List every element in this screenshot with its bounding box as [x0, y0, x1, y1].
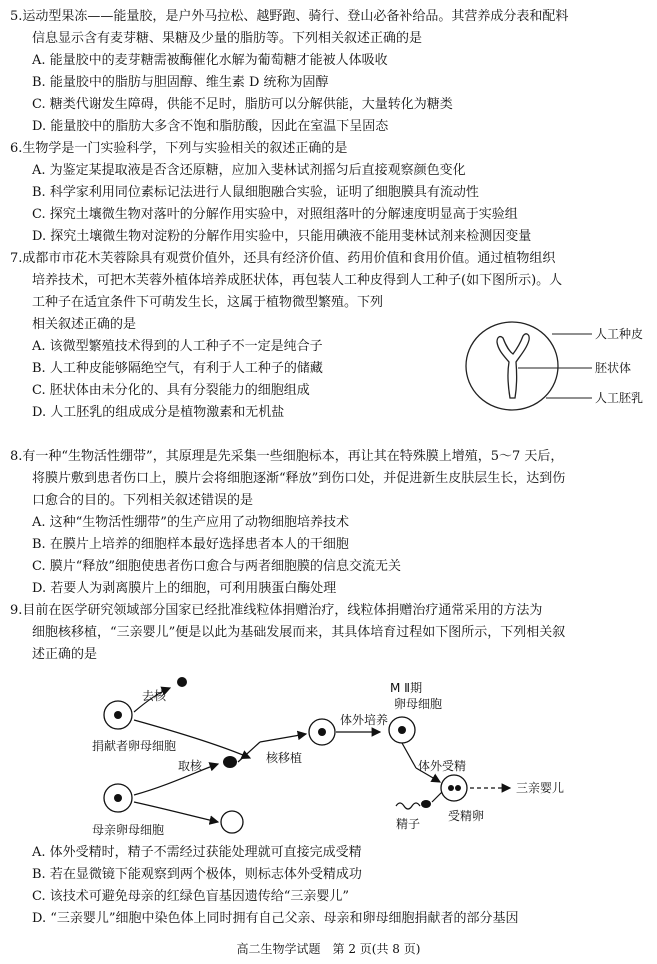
connector-line [402, 743, 416, 768]
question-stem: 8.有一种“生物活性绷带”，其原理是先采集一些细胞标本，再让其在特殊膜上增殖，5～7 天后， [10, 449, 564, 464]
option-b: B. 在膜片上培养的细胞样本最好选择患者本人的干细胞 [32, 537, 349, 552]
label-take-nucleus: 取核 [178, 759, 203, 773]
zygote-cell [441, 775, 467, 801]
question-9-options [10, 842, 650, 930]
mother-oocyte-cell [104, 784, 132, 812]
three-parent-baby-diagram [90, 670, 610, 840]
option-a: A. 该微型繁殖技术得到的人工种子不一定是纯合子 [32, 339, 323, 354]
option-c: C. 膜片“释放”细胞使患者伤口愈合与两者细胞膜的信息交流无关 [32, 559, 402, 574]
option-d: D. 能量胶中的脂肪大多含不饱和脂肪酸，因此在室温下呈固态 [32, 119, 389, 134]
option-c: C. 胚状体由未分化的、具有分裂能力的细胞组成 [32, 383, 310, 398]
label-nuclear-transfer: 核移植 [266, 751, 303, 765]
sperm-shape [396, 800, 431, 809]
option-b: B. 若在显微镜下能观察到两个极体，则标志体外受精成功 [32, 867, 362, 882]
removed-nucleus [177, 677, 187, 687]
label-sperm: 精子 [396, 817, 421, 831]
question-stem: 将膜片敷到患者伤口上，膜片会将细胞逐渐“释放”到伤口处，并促进新生皮肤层生长，达到伤 [32, 471, 566, 486]
question-stem: 述正确的是 [32, 647, 98, 662]
option-a: A. 体外受精时，精子不需经过获能处理就可直接完成受精 [32, 845, 362, 860]
label-donor-oocyte: 捐献者卵母细胞 [92, 739, 177, 753]
arrow-take-nucleus [134, 764, 218, 795]
question-9 [10, 600, 650, 666]
label-embryoid: 胚状体 [595, 361, 632, 375]
connector-line [432, 792, 442, 802]
donor-oocyte-cell [104, 701, 132, 729]
artificial-seed-figure [460, 316, 655, 416]
option-b: B. 科学家利用同位素标记法进行人鼠细胞融合实验，证明了细胞膜具有流动性 [32, 185, 479, 200]
label-zygote: 受精卵 [448, 809, 485, 823]
label-mii-stage: M Ⅱ期 [390, 681, 423, 695]
question-5 [10, 6, 650, 138]
isolated-nucleus [223, 756, 237, 768]
question-stem: 细胞核移植，“三亲婴儿”便是以此为基础发展而来，其具体培育过程如下图所示，下列相关叙 [32, 625, 566, 640]
question-stem: 培养技术，可把木芙蓉外植体培养成胚状体，再包装人工种皮得到人工种子(如下图所示)。人 [32, 273, 563, 288]
question-stem: 口愈合的目的。下列相关叙述错误的是 [32, 493, 254, 508]
label-endosperm: 人工胚乳 [595, 391, 644, 405]
question-stem: 信息显示含有麦芽糖、果糖及少量的脂肪等。下列相关叙述正确的是 [32, 31, 423, 46]
option-a: A. 为鉴定某提取液是否含还原糖，应加入斐林试剂摇匀后直接观察颜色变化 [32, 163, 466, 178]
label-three-parent-baby: 三亲婴儿 [516, 781, 565, 795]
question-stem: 5.运动型果冻——能量胶，是户外马拉松、越野跑、骑行、登山必备补给品。其营养成分表和配料 [10, 9, 569, 24]
question-stem: 相关叙述正确的是 [32, 317, 137, 332]
mii-oocyte-cell [389, 717, 415, 743]
label-in-vitro-fertilization: 体外受精 [418, 759, 467, 773]
label-in-vitro-culture: 体外培养 [340, 713, 389, 727]
option-b: B. 人工种皮能够隔绝空气，有利于人工种子的储藏 [32, 361, 323, 376]
question-6 [10, 138, 650, 248]
question-stem: 9.目前在医学研究领域部分国家已经批准线粒体捐赠治疗，线粒体捐赠治疗通常采用的方法为 [10, 603, 543, 618]
question-stem: 6.生物学是一门实验科学，下列与实验相关的叙述正确的是 [10, 141, 348, 156]
discarded-cell [221, 811, 243, 833]
option-a: A. 这种“生物活性绷带”的生产应用了动物细胞培养技术 [32, 515, 349, 530]
option-d: D. 人工胚乳的组成成分是植物激素和无机盐 [32, 405, 285, 420]
question-stem: 工种子在适宜条件下可萌发生长，这属于植物微型繁殖。下列 [32, 295, 384, 310]
label-remove-nucleus: 去核 [142, 689, 167, 703]
option-c: C. 探究土壤微生物对落叶的分解作用实验中，对照组落叶的分解速度明显高于实验组 [32, 207, 518, 222]
label-mother-oocyte: 母亲卵母细胞 [92, 823, 165, 837]
option-d: D. 探究土壤微生物对淀粉的分解作用实验中，只能用碘液不能用斐林试剂来检测因变量 [32, 229, 532, 244]
option-a: A. 能量胶中的麦芽糖需被酶催化水解为葡萄糖才能被人体吸收 [32, 53, 388, 68]
connector-line [238, 742, 260, 762]
option-d: D. “三亲婴儿”细胞中染色体上同时拥有自己父亲、母亲和卵母细胞捐献者的部分基因 [32, 911, 519, 926]
embryoid-shape [497, 334, 529, 398]
label-seed-coat: 人工种皮 [595, 327, 644, 341]
option-d: D. 若要人为剥离膜片上的细胞，可利用胰蛋白酶处理 [32, 581, 337, 596]
reconstructed-cell [309, 719, 335, 745]
seed-coat-outline [466, 322, 558, 410]
question-stem: 7.成都市市花木芙蓉除具有观赏价值外，还具有经济价值、药用价值和食用价值。通过植物组织 [10, 251, 556, 266]
question-8 [10, 446, 650, 600]
option-b: B. 能量胶中的脂肪与胆固醇、维生素 D 统称为固醇 [32, 75, 329, 90]
option-c: C. 糖类代谢发生障碍，供能不足时，脂肪可以分解供能，大量转化为糖类 [32, 97, 453, 112]
option-c: C. 该技术可避免母亲的红绿色盲基因遗传给“三亲婴儿” [32, 889, 350, 904]
arrow-to-reconstructed [260, 734, 306, 742]
page-footer: 高二生物学试题 第 2 页(共 8 页) [236, 942, 421, 956]
label-mii-oocyte: 卵母细胞 [394, 697, 443, 711]
arrow-discard-cell [134, 802, 218, 822]
